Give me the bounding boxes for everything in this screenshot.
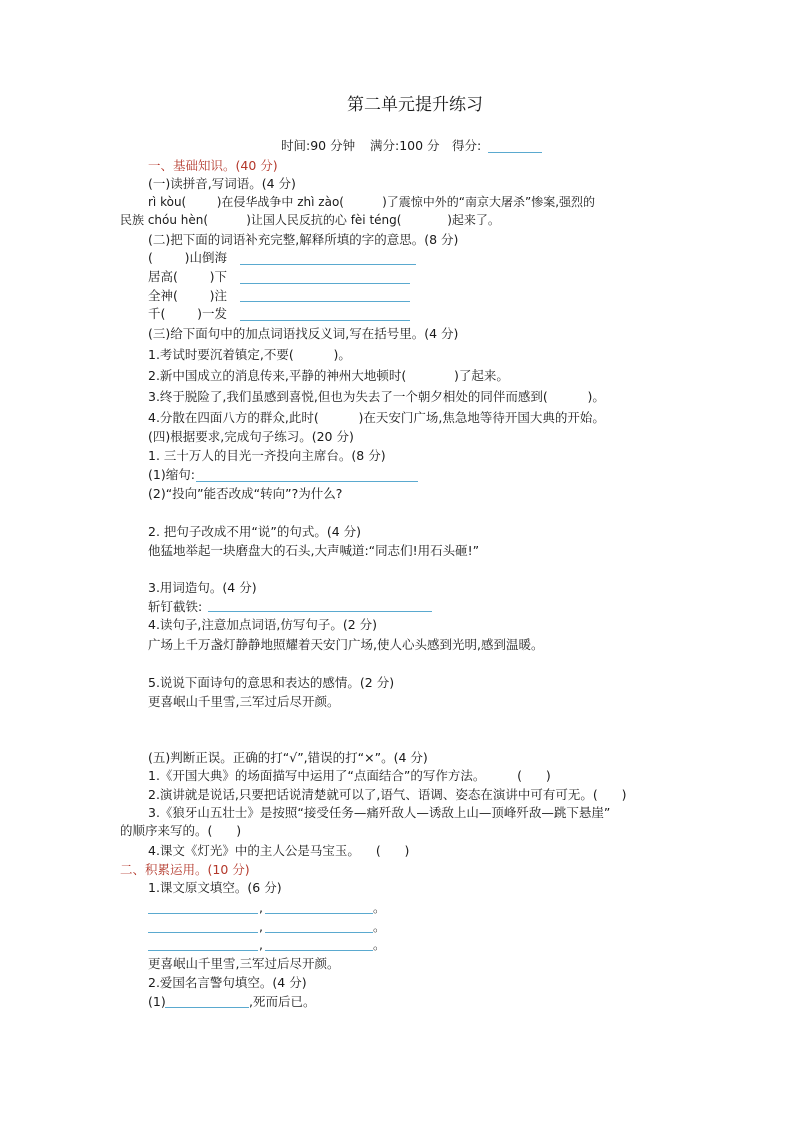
q5-item: 1.《开国大典》的场面描写中运用了“点面结合”的写作方法。 ( ) [148, 768, 551, 783]
q4-s3a: 斩钉截铁: [148, 599, 203, 614]
q4-s2a: 他猛地举起一块磨盘大的石头,大声喊道:“同志们!用石头砸!” [148, 543, 480, 558]
q4-prompt: (四)根据要求,完成句子练习。(20 分) [148, 429, 354, 444]
comma: , [259, 919, 263, 934]
q5-item: 2.演讲就是说话,只要把话说清楚就可以了,语气、语调、姿态在演讲中可有可无。( ) [148, 787, 627, 802]
condense-answer-blank[interactable] [196, 481, 418, 482]
q2-item: 居高( )下 [148, 269, 228, 284]
q1-prompt: (一)读拼音,写词语。(4 分) [148, 176, 296, 191]
q2-answer-blank[interactable] [240, 301, 410, 302]
q1-line1: rì kòu( )在侵华战争中 zhì zào( )了震惊中外的“南京大屠杀”惨案,强烈的 [148, 195, 596, 209]
q2-item: 全神( )注 [148, 288, 228, 303]
score-label: 得分: [452, 138, 482, 153]
s2-q2a-prefix: (1) [148, 994, 166, 1009]
recite-blank[interactable] [265, 950, 373, 951]
s2-q2a-suffix: ,死而后已。 [249, 994, 316, 1009]
q4-s4: 4.读句子,注意加点词语,仿写句子。(2 分) [148, 617, 378, 632]
recite-blank[interactable] [148, 950, 258, 951]
q4-s5: 5.说说下面诗句的意思和表达的感情。(2 分) [148, 675, 395, 690]
q2-answer-blank[interactable] [240, 283, 410, 284]
time-info: 时间:90 分钟 [281, 138, 356, 153]
q3-item: 3.终于脱险了,我们虽感到喜悦,但也为失去了一个朝夕相处的同伴而感到( )。 [148, 389, 605, 404]
s2-poem: 更喜岷山千里雪,三军过后尽开颜。 [148, 956, 340, 971]
q2-answer-blank[interactable] [240, 320, 410, 321]
score-blank[interactable] [488, 152, 542, 153]
s2-q2: 2.爱国名言警句填空。(4 分) [148, 975, 307, 990]
q3-item: 2.新中国成立的消息传来,平静的神州大地顿时( )了起来。 [148, 368, 509, 383]
comma: , [259, 900, 263, 915]
q2-answer-blank[interactable] [240, 264, 416, 265]
q2-prompt: (二)把下面的词语补充完整,解释所填的字的意思。(8 分) [148, 232, 459, 247]
q1-line2: 民族 chóu hèn( )让国人民反抗的心 fèi téng( )起来了。 [120, 213, 500, 227]
q4-s5a: 更喜岷山千里雪,三军过后尽开颜。 [148, 694, 340, 709]
s2-q1: 1.课文原文填空。(6 分) [148, 880, 282, 895]
q3-item: 1.考试时要沉着镇定,不要( )。 [148, 347, 351, 362]
q2-item: 千( )一发 [148, 306, 228, 321]
q5-item: 的顺序来写的。( ) [120, 823, 242, 838]
recite-blank[interactable] [265, 932, 373, 933]
comma: , [259, 937, 263, 952]
section-2-heading: 二、积累运用。(10 分) [120, 862, 250, 877]
q4-s4a: 广场上千万盏灯静静地照耀着天安门广场,使人心头感到光明,感到温暖。 [148, 637, 544, 652]
q5-item: 3.《狼牙山五壮士》是按照“接受任务—痛歼敌人—诱敌上山—顶峰歼敌—跳下悬崖” [148, 805, 611, 820]
q4-s1a: (1)缩句: [148, 467, 195, 482]
section-1-heading: 一、基础知识。(40 分) [148, 158, 278, 173]
q4-s2: 2. 把句子改成不用“说”的句式。(4 分) [148, 524, 362, 539]
recite-blank[interactable] [148, 932, 258, 933]
q5-item: 4.课文《灯光》中的主人公是马宝玉。 ( ) [148, 843, 410, 858]
period: 。 [373, 919, 386, 934]
q4-s1b: (2)“投向”能否改成“转向”?为什么? [148, 486, 343, 501]
period: 。 [373, 937, 386, 952]
recite-blank[interactable] [148, 913, 258, 914]
full-score-info: 满分:100 分 [370, 138, 440, 153]
q3-prompt: (三)给下面句中的加点词语找反义词,写在括号里。(4 分) [148, 326, 459, 341]
q5-prompt: (五)判断正误。正确的打“√”,错误的打“×”。(4 分) [148, 750, 428, 765]
period: 。 [373, 900, 386, 915]
recite-blank[interactable] [265, 913, 373, 914]
q4-s3: 3.用词造句。(4 分) [148, 580, 257, 595]
motto-blank[interactable] [165, 1007, 249, 1008]
q3-item: 4.分散在四面八方的群众,此时( )在天安门广场,焦急地等待开国大典的开始。 [148, 410, 605, 425]
q4-s1: 1. 三十万人的目光一齐投向主席台。(8 分) [148, 448, 386, 463]
q2-item: ( )山倒海 [148, 250, 228, 265]
page-title: 第二单元提升练习 [347, 95, 483, 115]
sentence-answer-blank[interactable] [208, 611, 432, 612]
